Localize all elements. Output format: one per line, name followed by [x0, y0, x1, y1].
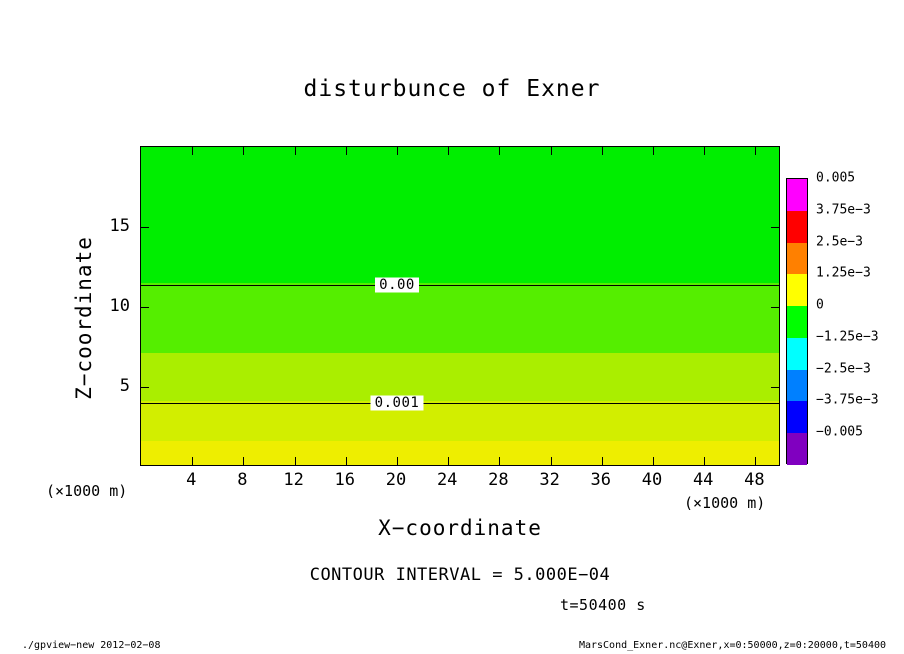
contour-band-1 — [141, 283, 779, 353]
x-tick-bottom-1 — [243, 457, 244, 465]
colorbar-cell-8 — [787, 433, 807, 465]
x-tick-label-6: 28 — [488, 470, 509, 490]
colorbar-cell-1 — [787, 211, 807, 243]
contour-interval-label: CONTOUR INTERVAL = 5.000E−04 — [309, 565, 611, 585]
contour-line-1 — [141, 403, 779, 404]
chart-title: disturbunce of Exner — [303, 76, 601, 102]
colorbar-label-4: 0 — [816, 297, 824, 313]
colorbar-cell-5 — [787, 338, 807, 370]
colorbar — [786, 178, 808, 464]
x-tick-top-5 — [448, 147, 449, 155]
x-tick-bottom-0 — [192, 457, 193, 465]
x-tick-label-9: 40 — [641, 470, 663, 490]
y-tick-right-1 — [771, 307, 779, 308]
x-tick-top-11 — [755, 147, 756, 155]
colorbar-label-5: −1.25e−3 — [816, 329, 879, 345]
x-tick-label-7: 32 — [539, 470, 560, 490]
colorbar-label-1: 3.75e−3 — [816, 202, 871, 218]
x-tick-label-2: 12 — [283, 470, 304, 490]
colorbar-label-3: 1.25e−3 — [816, 265, 871, 281]
contour-band-0 — [141, 147, 779, 283]
y-axis-title: Z−coordinate — [72, 236, 96, 400]
y-tick-label-0: 5 — [119, 376, 130, 396]
x-tick-bottom-2 — [295, 457, 296, 465]
x-tick-top-9 — [653, 147, 654, 155]
x-tick-label-4: 20 — [385, 470, 407, 490]
x-tick-label-5: 24 — [436, 470, 458, 490]
x-tick-bottom-7 — [551, 457, 552, 465]
x-tick-label-8: 36 — [590, 470, 612, 490]
contour-label-0: 0.00 — [379, 276, 415, 293]
colorbar-label-7: −3.75e−3 — [816, 392, 879, 408]
contour-band-4 — [141, 441, 779, 466]
time-label: t=50400 s — [560, 596, 646, 614]
x-tick-top-10 — [704, 147, 705, 155]
y-tick-left-1 — [141, 307, 149, 308]
y-tick-right-0 — [771, 387, 779, 388]
contour-band-3 — [141, 401, 779, 441]
contour-label-1: 0.001 — [374, 395, 420, 411]
x-tick-top-8 — [602, 147, 603, 155]
x-tick-bottom-4 — [397, 457, 398, 465]
y-tick-left-0 — [141, 387, 149, 388]
x-tick-bottom-5 — [448, 457, 449, 465]
plot-area — [140, 146, 780, 466]
y-tick-left-2 — [141, 227, 149, 228]
x-tick-top-3 — [346, 147, 347, 155]
x-tick-bottom-8 — [602, 457, 603, 465]
x-tick-bottom-9 — [653, 457, 654, 465]
contour-line-0 — [141, 285, 779, 286]
x-tick-label-1: 8 — [237, 470, 248, 490]
z-axis-unit-label: (×1000 m) — [46, 482, 128, 500]
colorbar-label-8: −0.005 — [816, 424, 863, 440]
x-tick-label-0: 4 — [186, 470, 197, 490]
colorbar-cell-4 — [787, 306, 807, 338]
x-tick-bottom-6 — [499, 457, 500, 465]
colorbar-label-2: 2.5e−3 — [816, 234, 863, 250]
x-tick-top-7 — [551, 147, 552, 155]
x-tick-top-4 — [397, 147, 398, 155]
colorbar-label-0: 0.005 — [816, 170, 856, 186]
x-tick-bottom-10 — [704, 457, 705, 465]
x-tick-bottom-11 — [755, 457, 756, 465]
colorbar-cell-3 — [787, 274, 807, 306]
colorbar-cell-7 — [787, 401, 807, 433]
x-tick-label-3: 16 — [334, 470, 356, 490]
x-tick-label-10: 44 — [692, 470, 714, 490]
x-tick-top-1 — [243, 147, 244, 155]
colorbar-cell-6 — [787, 370, 807, 402]
x-tick-top-0 — [192, 147, 193, 155]
contour-band-2 — [141, 353, 779, 401]
colorbar-cell-2 — [787, 243, 807, 275]
x-tick-bottom-3 — [346, 457, 347, 465]
y-tick-label-2: 15 — [109, 216, 130, 236]
y-tick-label-1: 10 — [109, 296, 130, 316]
x-tick-top-6 — [499, 147, 500, 155]
footer-right-text: MarsCond_Exner.nc@Exner,x=0:50000,z=0:20000,t=50400 — [578, 640, 886, 651]
x-axis-unit-label: (×1000 m) — [684, 494, 766, 512]
colorbar-cell-0 — [787, 179, 807, 211]
colorbar-label-6: −2.5e−3 — [816, 361, 871, 377]
footer-left-text: ./gpview−new 2012−02−08 — [22, 640, 161, 651]
x-axis-title: X−coordinate — [378, 516, 542, 540]
x-tick-top-2 — [295, 147, 296, 155]
y-tick-right-2 — [771, 227, 779, 228]
x-tick-label-11: 48 — [744, 470, 765, 490]
